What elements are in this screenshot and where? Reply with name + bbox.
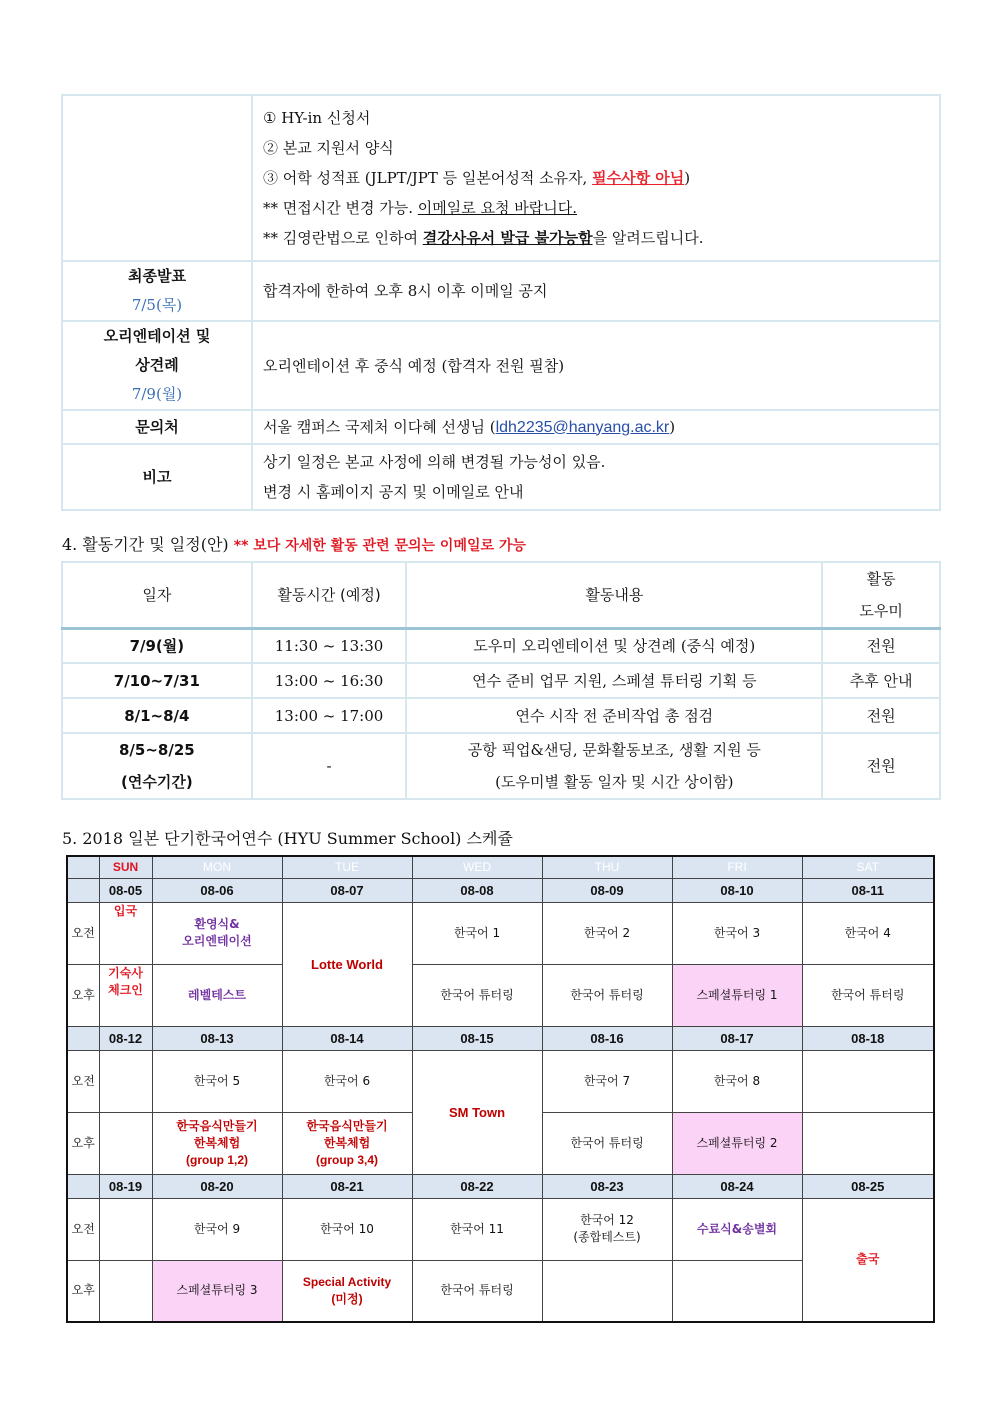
header-date: 일자 bbox=[62, 562, 252, 629]
contact-row bbox=[62, 410, 940, 444]
week-2-dates-row: 08-12 08-13 08-14 08-15 08-16 08-17 08-18 bbox=[67, 1026, 934, 1050]
final-announcement-row bbox=[62, 261, 940, 321]
week-1-dates-row: 08-05 08-06 08-07 08-08 08-09 08-10 08-11 bbox=[67, 878, 934, 902]
graduation-farewell-cell: 수료식&송별회 bbox=[672, 1198, 802, 1260]
departure-cell: 출국 bbox=[802, 1198, 934, 1322]
level-test-cell: 레벨테스트 bbox=[152, 964, 282, 1026]
law-note: ** 김영란법으로 인하여 결강사유서 발급 불가능함을 알려드립니다. bbox=[263, 229, 704, 247]
header-time: 활동시간 (예정) bbox=[252, 562, 407, 629]
special-tutoring-cell: 스페셜튜터링 3 bbox=[152, 1260, 282, 1322]
orientation-date: 7/9(월) bbox=[131, 385, 183, 403]
weekday-header-row: SUN MON TUE WED THU FRI SAT bbox=[67, 856, 934, 878]
dorm-checkin-cell: 기숙사 체크인 bbox=[99, 964, 152, 1026]
special-activity-cell: Special Activity (미정) bbox=[282, 1260, 412, 1322]
special-tutoring-cell: 스페셜튜터링 1 bbox=[672, 964, 802, 1026]
activity-schedule-table bbox=[61, 561, 941, 800]
remarks-value: 상기 일정은 본교 사정에 의해 변경될 가능성이 있음. 변경 시 홈페이지 공지 및 이메일로 안내 bbox=[252, 444, 940, 510]
week-3-pm-row: 오후 스페셜튜터링 3 Special Activity (미정) 한국어 튜터링 bbox=[67, 1260, 934, 1322]
documents-row bbox=[62, 95, 940, 261]
application-info-table bbox=[61, 94, 941, 511]
lotte-world-cell: Lotte World bbox=[282, 902, 412, 1026]
sm-town-cell: SM Town bbox=[412, 1050, 542, 1174]
final-announcement-label: 최종발표 7/5(목) bbox=[62, 261, 252, 321]
section-5-heading: 5. 2018 일본 단기한국어연수 (HYU Summer School) 스케쥴 bbox=[62, 829, 513, 848]
section-4-heading: 4. 활동기간 및 일정(안) ** 보다 자세한 활동 관련 문의는 이메일로 가능 bbox=[62, 535, 526, 554]
week-1-am-row: 오전 입국 환영식& 오리엔테이션 Lotte World 한국어 1 한국어 2 한국어 3 한국어 4 bbox=[67, 902, 934, 964]
week-2-am-row: 오전 한국어 5 한국어 6 SM Town 한국어 7 한국어 8 bbox=[67, 1050, 934, 1112]
no-absence-certificate-note: 결강사유서 발급 불가능함 bbox=[422, 229, 593, 247]
remarks-row bbox=[62, 444, 940, 510]
email-request-note: 이메일로 요청 바랍니다. bbox=[417, 199, 577, 217]
final-announcement-value: 합격자에 한하여 오후 8시 이후 이메일 공지 bbox=[252, 261, 940, 321]
orientation-label: 오리엔테이션 및 상견례 7/9(월) bbox=[62, 321, 252, 410]
interview-note: ** 면접시간 변경 가능. 이메일로 요청 바랍니다. bbox=[263, 199, 577, 217]
activity-row: 7/9(월) 11:30 ~ 13:30 도우미 오리엔테이션 및 상견례 (중식 예정) 전원 bbox=[62, 629, 940, 664]
summer-school-schedule bbox=[66, 855, 935, 1323]
remarks-label: 비고 bbox=[62, 444, 252, 510]
orientation-row bbox=[62, 321, 940, 410]
special-tutoring-cell: 스페셜튜터링 2 bbox=[672, 1112, 802, 1174]
cooking-hanbok-cell: 한국음식만들기 한복체험 (group 1,2) bbox=[152, 1112, 282, 1174]
contact-value: 서울 캠퍼스 국제처 이다혜 선생님 (ldh2235@hanyang.ac.kr) bbox=[252, 410, 940, 444]
cooking-hanbok-cell: 한국음식만들기 한복체험 (group 3,4) bbox=[282, 1112, 412, 1174]
final-announcement-date: 7/5(목) bbox=[131, 296, 183, 314]
activity-row: 7/10~7/31 13:00 ~ 16:30 연수 준비 업무 지원, 스페셜 튜터링 기획 등 추후 안내 bbox=[62, 663, 940, 698]
header-helper: 활동 도우미 bbox=[822, 562, 940, 629]
documents-label-cell bbox=[62, 95, 252, 261]
activity-row: 8/1~8/4 13:00 ~ 17:00 연수 시작 전 준비작업 총 점검 전원 bbox=[62, 698, 940, 733]
week-3-dates-row: 08-19 08-20 08-21 08-22 08-23 08-24 08-25 bbox=[67, 1174, 934, 1198]
arrival-cell: 입국 bbox=[99, 902, 152, 964]
activity-header-row bbox=[62, 562, 940, 629]
orientation-value: 오리엔테이션 후 중식 예정 (합격자 전원 필참) bbox=[252, 321, 940, 410]
week-2-pm-row: 오후 한국음식만들기 한복체험 (group 1,2) 한국음식만들기 한복체험 (group 3,4) 한국어 튜터링 스페셜튜터링 2 bbox=[67, 1112, 934, 1174]
activity-row: 8/5~8/25 (연수기간) - 공항 픽업&샌딩, 문화활동보조, 생활 지원 등 (도우미별 활동 일자 및 시간 상이함) 전원 bbox=[62, 733, 940, 799]
week-3-am-row: 오전 한국어 9 한국어 10 한국어 11 한국어 12 (종합테스트) 수료식&송별회 출국 bbox=[67, 1198, 934, 1260]
documents-list bbox=[252, 95, 940, 261]
doc-item-1: ① HY-in 신청서 bbox=[263, 109, 371, 127]
doc-item-2: ② 본교 지원서 양식 bbox=[263, 139, 394, 157]
not-required-note: 필수사항 아님 bbox=[592, 169, 685, 187]
section-4-note: ** 보다 자세한 활동 관련 문의는 이메일로 가능 bbox=[233, 538, 526, 554]
contact-label: 문의처 bbox=[62, 410, 252, 444]
contact-email-link[interactable]: ldh2235@hanyang.ac.kr bbox=[495, 418, 670, 436]
header-content: 활동내용 bbox=[406, 562, 822, 629]
welcome-orientation-cell: 환영식& 오리엔테이션 bbox=[152, 902, 282, 964]
doc-item-3: ③ 어학 성적표 (JLPT/JPT 등 일본어성적 소유자, 필수사항 아님) bbox=[263, 169, 691, 187]
week-1-pm-row: 오후 기숙사 체크인 레벨테스트 한국어 튜터링 한국어 튜터링 스페셜튜터링 1 한국어 튜터링 bbox=[67, 964, 934, 1026]
